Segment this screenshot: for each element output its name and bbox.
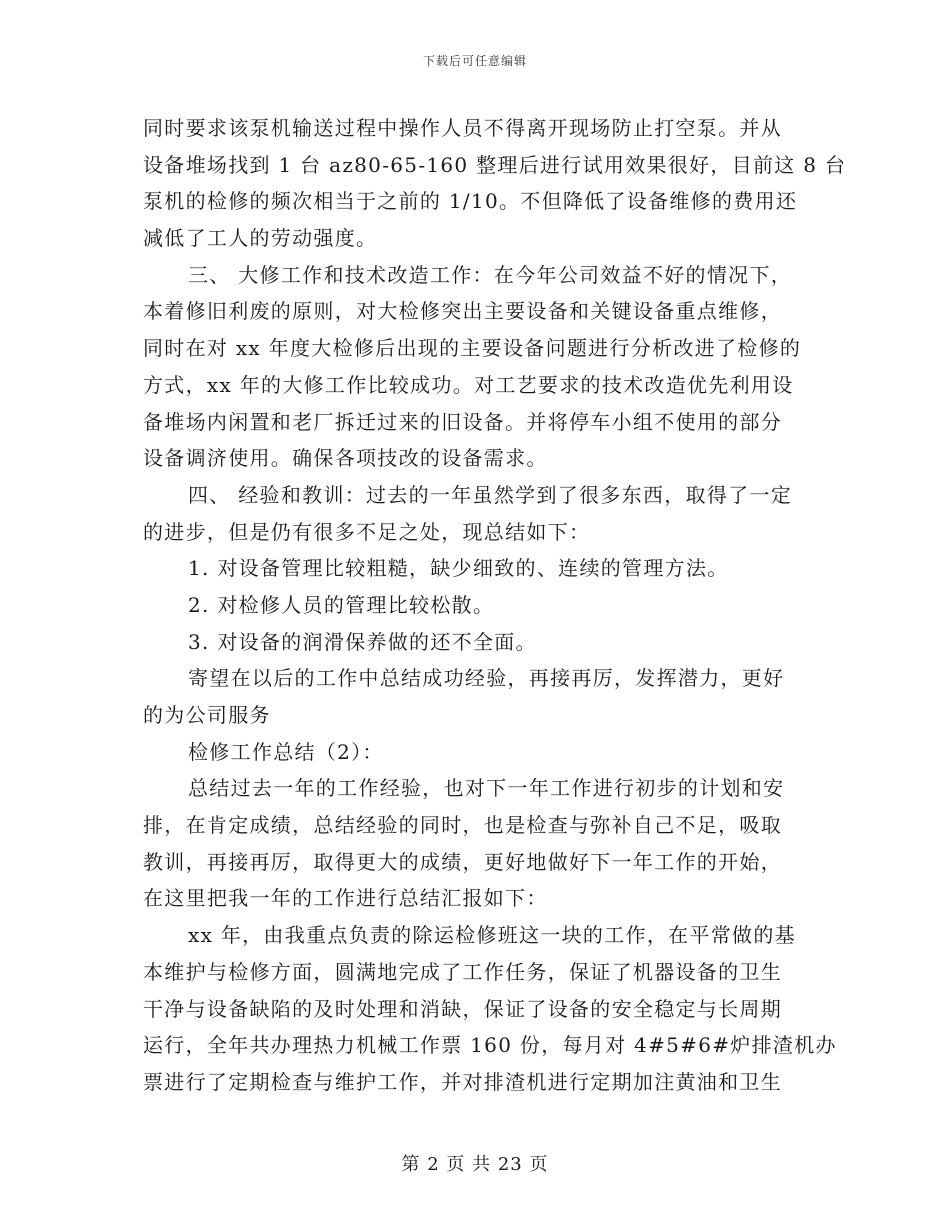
text-line: xx 年，由我重点负责的除运检修班这一块的工作，在平常做的基 bbox=[188, 923, 796, 948]
text-line: 干净与设备缺陷的及时处理和消缺，保证了设备的安全稳定与长周期 bbox=[143, 996, 782, 1021]
text-line: 设备调济使用。确保各项技改的设备需求。 bbox=[143, 446, 548, 471]
section-title: 检修工作总结（2）： bbox=[188, 739, 384, 764]
list-item-1: 1. 对设备管理比较粗糙，缺少细致的、连续的管理方法。 bbox=[188, 556, 729, 581]
list-item-3: 3. 对设备的润滑保养做的还不全面。 bbox=[188, 629, 537, 654]
text-line: 总结过去一年的工作经验，也对下一年工作进行初步的计划和安 bbox=[188, 776, 785, 801]
text-line: 备堆场内闲置和老厂拆迁过来的旧设备。并将停车小组不使用的部分 bbox=[143, 409, 782, 434]
text-line: 的为公司服务 bbox=[143, 703, 271, 727]
text-line: 同时在对 xx 年度大检修后出现的主要设备问题进行分析改进了检修的 bbox=[143, 336, 802, 361]
text-line: 泵机的检修的频次相当于之前的 1/10。不但降低了设备维修的费用还 bbox=[143, 189, 798, 214]
text-line: 排，在肯定成绩，总结经验的同时，也是检查与弥补自己不足，吸取 bbox=[143, 813, 782, 838]
text-line: 方式，xx 年的大修工作比较成功。对工艺要求的技术改造优先利用设 bbox=[143, 372, 794, 397]
section-heading-3: 三、 大修工作和技术改造工作：在今年公司效益不好的情况下， bbox=[188, 262, 793, 287]
text-line: 在这里把我一年的工作进行总结汇报如下： bbox=[143, 886, 548, 911]
text-line: 运行，全年共办理热力机械工作票 160 份，每月对 4#5#6#炉排渣机办 bbox=[143, 1033, 837, 1058]
text-line: 同时要求该泵机输送过程中操作人员不得离开现场防止打空泵。并从 bbox=[143, 116, 782, 140]
page-footer: 第 2 页 共 23 页 bbox=[401, 1154, 549, 1175]
list-item-2: 2. 对检修人员的管理比较松散。 bbox=[188, 592, 495, 617]
document-body bbox=[143, 110, 847, 1101]
text-line: 票进行了定期检查与维护工作，并对排渣机进行定期加注黄油和卫生 bbox=[143, 1069, 782, 1094]
text-line: 减低了工人的劳动强度。 bbox=[143, 226, 378, 251]
page-header: 下载后可任意编辑 bbox=[422, 54, 527, 68]
text-line: 教训，再接再厉，取得更大的成绩，更好地做好下一年工作的开始， bbox=[143, 849, 782, 874]
text-line: 寄望在以后的工作中总结成功经验，再接再厉，发挥潜力，更好 bbox=[188, 666, 785, 691]
text-line: 本着修旧利废的原则，对大检修突出主要设备和关键设备重点维修， bbox=[143, 299, 782, 324]
text-line: 设备堆场找到 1 台 az80-65-160 整理后进行试用效果很好，目前这 8 台 bbox=[143, 152, 847, 177]
section-heading-4: 四、 经验和教训：过去的一年虽然学到了很多东西，取得了一定 bbox=[188, 482, 793, 507]
text-line: 的进步，但是仍有很多不足之处，现总结如下： bbox=[143, 519, 591, 544]
text-line: 本维护与检修方面，圆满地完成了工作任务，保证了机器设备的卫生 bbox=[143, 959, 782, 984]
